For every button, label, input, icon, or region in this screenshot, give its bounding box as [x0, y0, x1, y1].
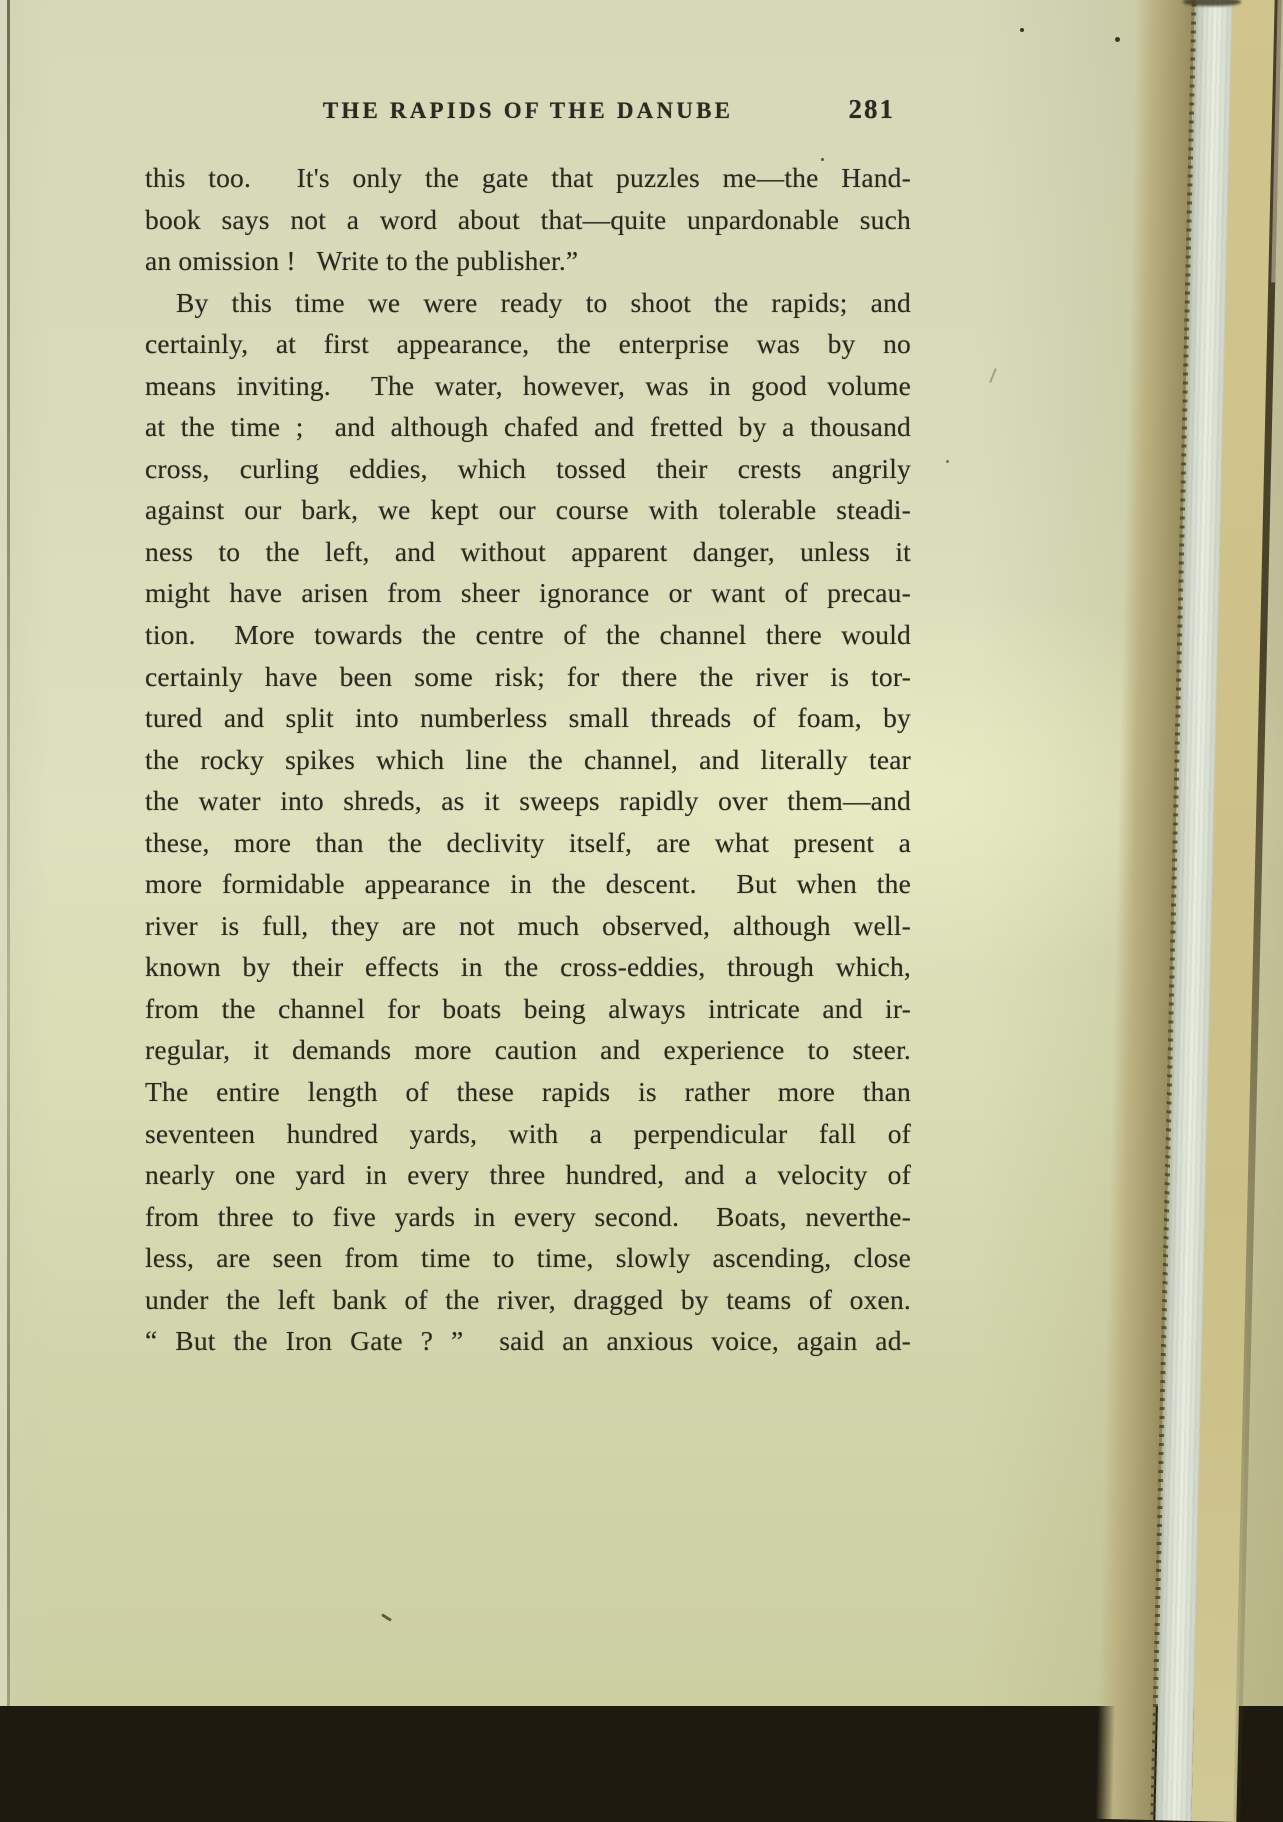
text-line: known by their effects in the cross-eddies, through which,	[145, 951, 911, 983]
text-line: means inviting. The water, however, was in good volume	[145, 369, 911, 401]
text-line: this too. It's only the gate that puzzles me—the Hand-	[145, 162, 911, 193]
page-number: 281	[848, 94, 895, 124]
text-line: ness to the left, and without apparent danger, unless it	[145, 535, 911, 567]
text-line: under the left bank of the river, dragged by teams of oxen.	[145, 1283, 911, 1315]
text-line: book says not a word about that—quite unpardonable such	[145, 203, 911, 235]
text-line: tured and split into numberless small threads of foam, by	[145, 702, 911, 734]
text-line: The entire length of these rapids is rather more than	[145, 1076, 911, 1108]
text-line: more formidable appearance in the descent. But when the	[145, 868, 911, 900]
text-line: By this time we were ready to shoot the rapids; and	[176, 286, 911, 318]
text-line: an omission ! Write to the publisher.”	[145, 245, 579, 277]
text-line: the rocky spikes which line the channel, and literally tear	[145, 743, 911, 775]
text-line: certainly, at first appearance, the enterprise was by no	[145, 328, 911, 360]
text-line: seventeen hundred yards, with a perpendicular fall of	[145, 1117, 911, 1149]
text-line: tion. More towards the centre of the channel there would	[145, 619, 911, 651]
text-line: these, more than the declivity itself, are what present a	[145, 826, 911, 858]
text-line: from the channel for boats being always intricate and ir-	[145, 992, 911, 1024]
text-line: at the time ; and although chafed and fretted by a thousand	[145, 411, 911, 443]
text-line: nearly one yard in every three hundred, and a velocity of	[145, 1159, 911, 1191]
text-line: might have arisen from sheer ignorance or want of precau-	[145, 577, 911, 609]
text-line: less, are seen from time to time, slowly ascending, close	[145, 1242, 911, 1274]
text-line: from three to five yards in every second. Boats, neverthe-	[145, 1200, 911, 1232]
text-line: “ But the Iron Gate ? ” said an anxious voice, again ad-	[145, 1325, 911, 1357]
text-line: the water into shreds, as it sweeps rapidly over them—and	[145, 785, 911, 817]
text-line: cross, curling eddies, which tossed their crests angrily	[145, 452, 911, 484]
text-line: certainly have been some risk; for there the river is tor-	[145, 660, 911, 692]
running-title: THE RAPIDS OF THE DANUBE	[322, 98, 734, 123]
text-line: against our bark, we kept our course with tolerable steadi-	[145, 494, 911, 526]
text-line: river is full, they are not much observed, although well-	[145, 909, 911, 941]
text-line: regular, it demands more caution and experience to steer.	[145, 1034, 911, 1066]
